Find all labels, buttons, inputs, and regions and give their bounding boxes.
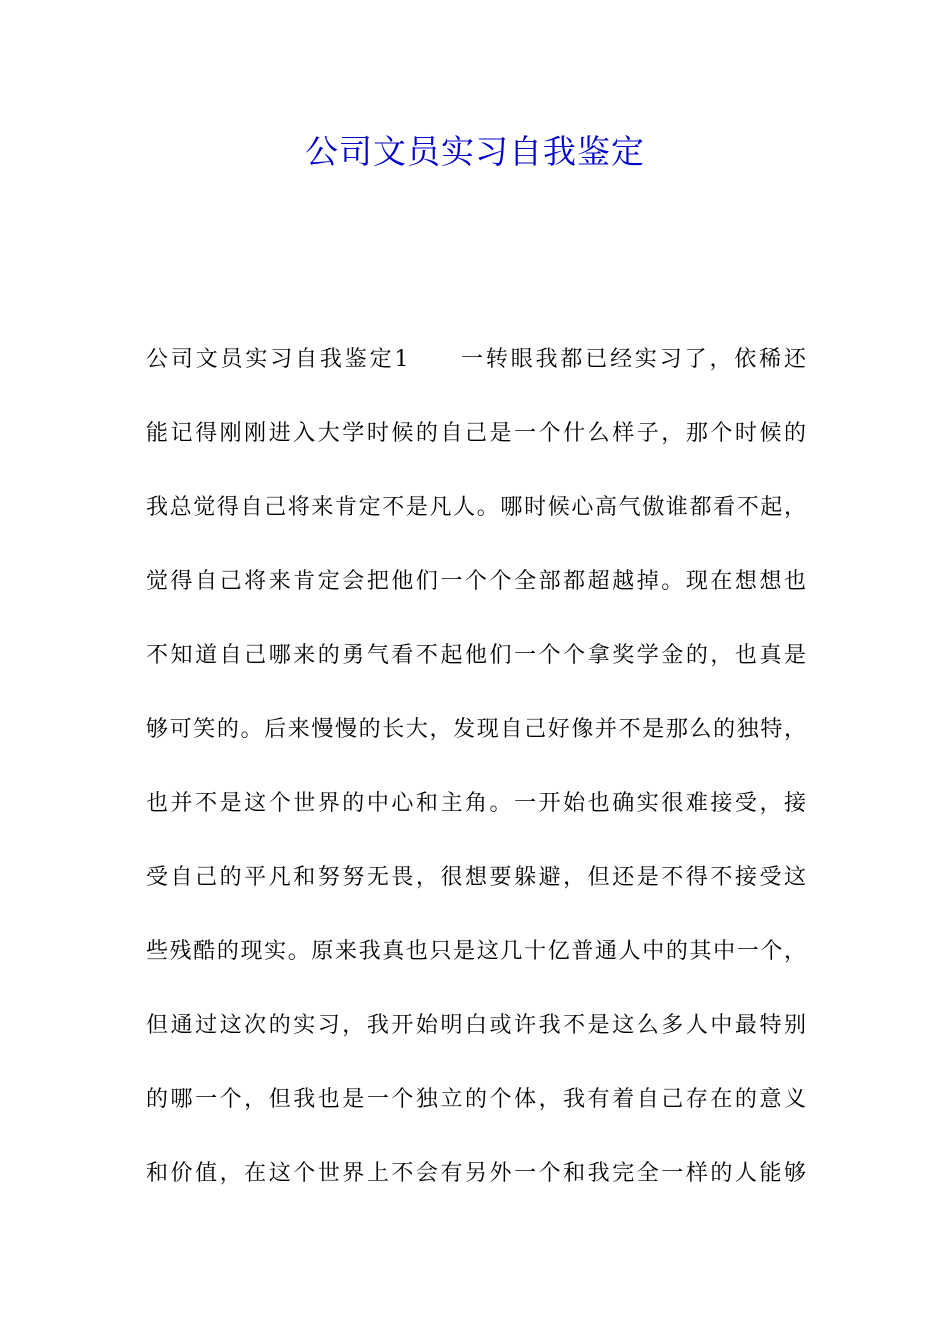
body-line: 和价值，在这个世界上不会有另外一个和我完全一样的人能够 [146,1161,806,1186]
body-line: 不知道自己哪来的勇气看不起他们一个个拿奖学金的，也真是 [146,643,806,668]
body-line: 够可笑的。后来慢慢的长大，发现自己好像并不是那么的独特， [146,717,806,742]
body-line: 但通过这次的实习，我开始明白或许我不是这么多人中最特别 [146,1013,806,1038]
body-line: 我总觉得自己将来肯定不是凡人。哪时候心高气傲谁都看不起， [146,495,806,520]
body-line: 受自己的平凡和努努无畏，很想要躲避，但还是不得不接受这 [146,865,806,890]
document-body [146,338,806,1226]
body-line: 的哪一个，但我也是一个独立的个体，我有着自己存在的意义 [146,1087,806,1112]
body-line: 觉得自己将来肯定会把他们一个个全部都超越掉。现在想想也 [146,569,806,594]
document-title: 公司文员实习自我鉴定 [305,132,645,171]
body-line: 也并不是这个世界的中心和主角。一开始也确实很难接受，接 [146,791,806,816]
body-line: 能记得刚刚进入大学时候的自己是一个什么样子，那个时候的 [146,421,806,446]
body-line: 公司文员实习自我鉴定1 一转眼我都已经实习了，依稀还 [146,347,806,372]
body-line: 些残酷的现实。原来我真也只是这几十亿普通人中的其中一个， [146,939,806,964]
